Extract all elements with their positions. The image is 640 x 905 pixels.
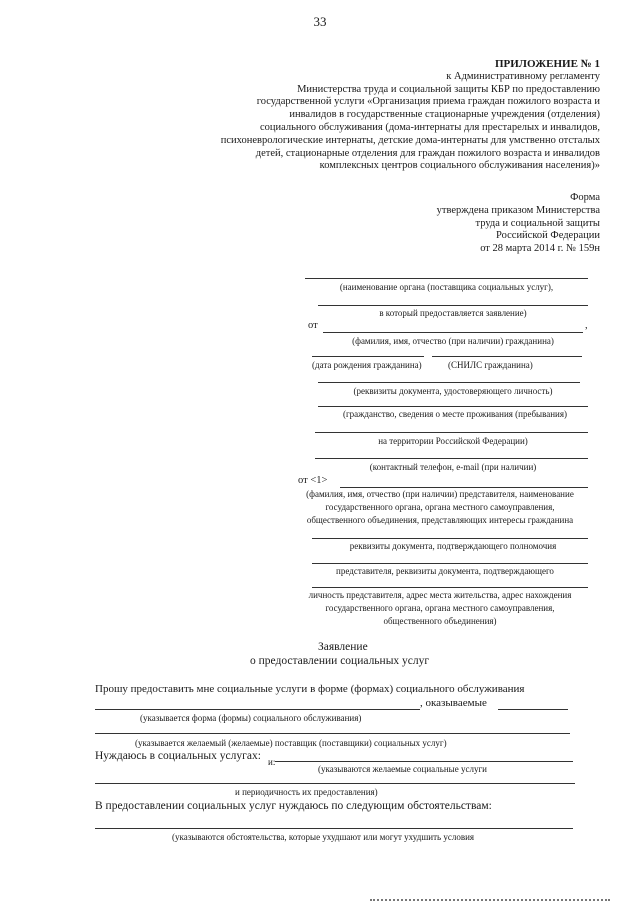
contacts-field[interactable] <box>315 458 588 459</box>
territory-caption: на территории Российской Федерации) <box>378 436 528 446</box>
appendix-header <box>221 58 600 173</box>
rep-caption-1: (фамилия, имя, отчество (при наличии) представителя, наименование <box>306 489 574 499</box>
rep-id-caption-1: личность представителя, адрес места жительства, адрес нахождения <box>308 590 572 600</box>
citizenship-field[interactable] <box>318 406 588 407</box>
document-field[interactable] <box>318 382 580 383</box>
form-caption: (указывается форма (формы) социального обслуживания) <box>140 713 362 723</box>
citizen-fio-field[interactable] <box>323 332 583 333</box>
birth-caption: (дата рождения гражданина) <box>312 360 422 370</box>
desired-services-field[interactable] <box>275 761 573 762</box>
snils-field[interactable] <box>432 356 582 357</box>
power-document-field[interactable] <box>312 538 588 539</box>
provided-field[interactable] <box>498 709 568 710</box>
provided-label: , оказываемые <box>420 697 487 709</box>
page-number: 33 <box>313 14 327 29</box>
representative-field[interactable] <box>340 487 588 488</box>
periodicity-caption: и периодичность их предоставления) <box>235 787 378 797</box>
appendix-line: комплексных центров социального обслуживания населения)» <box>319 160 600 172</box>
contacts-caption: (контактный телефон, e-mail (при наличии) <box>369 462 537 472</box>
statement-title: Заявление <box>318 641 368 653</box>
appendix-line: инвалидов в государственные стационарные учреждения (отделения) <box>289 109 600 121</box>
rep-caption-2: государственного органа, органа местного самоуправления, <box>325 502 555 512</box>
rep-document-field[interactable] <box>312 563 588 564</box>
organ-name-field-2[interactable] <box>318 305 588 306</box>
appendix-line: к Административному регламенту <box>446 70 600 82</box>
approval-line: от 28 марта 2014 г. № 159н <box>480 243 600 255</box>
statement-subtitle: о предоставлении социальных услуг <box>250 655 430 667</box>
form-approval <box>437 192 600 256</box>
appendix-title: ПРИЛОЖЕНИЕ № 1 <box>494 58 600 70</box>
circumstances-line: В предоставлении социальных услуг нуждаюсь по следующим обстоятельствам: <box>95 800 492 812</box>
citizenship-caption: (гражданство, сведения о месте проживания (пребывания) <box>342 409 567 419</box>
power-caption: реквизиты документа, подтверждающего полномочия <box>349 541 557 551</box>
approval-line: Форма <box>570 192 600 203</box>
provider-field[interactable] <box>95 733 570 734</box>
rep-address-field[interactable] <box>312 587 588 588</box>
submitted-caption: в который предоставляется заявление) <box>379 308 527 318</box>
rep-id-caption-3: общественного объединения) <box>383 616 497 626</box>
rep-caption-3: общественного объединения, представляющих интересы гражданина <box>306 515 574 525</box>
appendix-line: Министерства труда и социальной защиты КБР по предоставлению <box>297 83 600 95</box>
desired-caption: (указываются желаемые социальные услуги <box>318 764 487 774</box>
service-form-field[interactable] <box>95 709 420 710</box>
organ-name-caption: (наименование органа (поставщика социальных услуг), <box>339 282 554 292</box>
circumstances-caption: (указываются обстоятельства, которые ухудшают или могут ухудшить условия <box>172 832 475 842</box>
approval-line: труда и социальной защиты <box>475 217 600 229</box>
need-suffix: и: <box>268 757 276 767</box>
request-line: Прошу предоставить мне социальные услуги в форме (формах) социального обслуживания <box>95 683 525 695</box>
need-label: Нуждаюсь в социальных услугах: <box>95 750 261 762</box>
appendix-line: социального обслуживания (дома-интернаты для престарелых и инвалидов, <box>259 121 600 133</box>
from-label: от <box>308 320 318 331</box>
approval-line: Российской Федерации <box>496 230 600 242</box>
provider-caption: (указывается желаемый (желаемые) поставщик (поставщики) социальных услуг) <box>135 738 447 748</box>
rep-doc-caption: представителя, реквизиты документа, подтверждающего <box>336 566 554 576</box>
organ-name-field[interactable] <box>305 278 588 279</box>
approval-line: утверждена приказом Министерства <box>436 204 600 216</box>
birth-date-field[interactable] <box>312 356 424 357</box>
snils-caption: (СНИЛС гражданина) <box>448 360 533 370</box>
appendix-line: психоневрологические интернаты, детские дома-интернаты для умственно отсталых <box>220 134 600 146</box>
from-comma: , <box>585 320 588 331</box>
circumstances-field[interactable] <box>95 828 573 829</box>
document-caption: (реквизиты документа, удостоверяющего личность) <box>353 386 553 396</box>
rep-id-caption-2: государственного органа, органа местного самоуправления, <box>325 603 555 613</box>
periodicity-field[interactable] <box>95 783 575 784</box>
fio-caption: (фамилия, имя, отчество (при наличии) гражданина) <box>352 336 554 346</box>
bottom-scan-artifact <box>370 899 610 901</box>
appendix-line: государственной услуги «Организация приема граждан пожилого возраста и <box>256 96 600 108</box>
appendix-line: детей, стационарные отделения для граждан пожилого возраста и инвалидов <box>255 147 600 159</box>
territory-field[interactable] <box>315 432 588 433</box>
from-rep-label: от <1> <box>298 475 328 486</box>
